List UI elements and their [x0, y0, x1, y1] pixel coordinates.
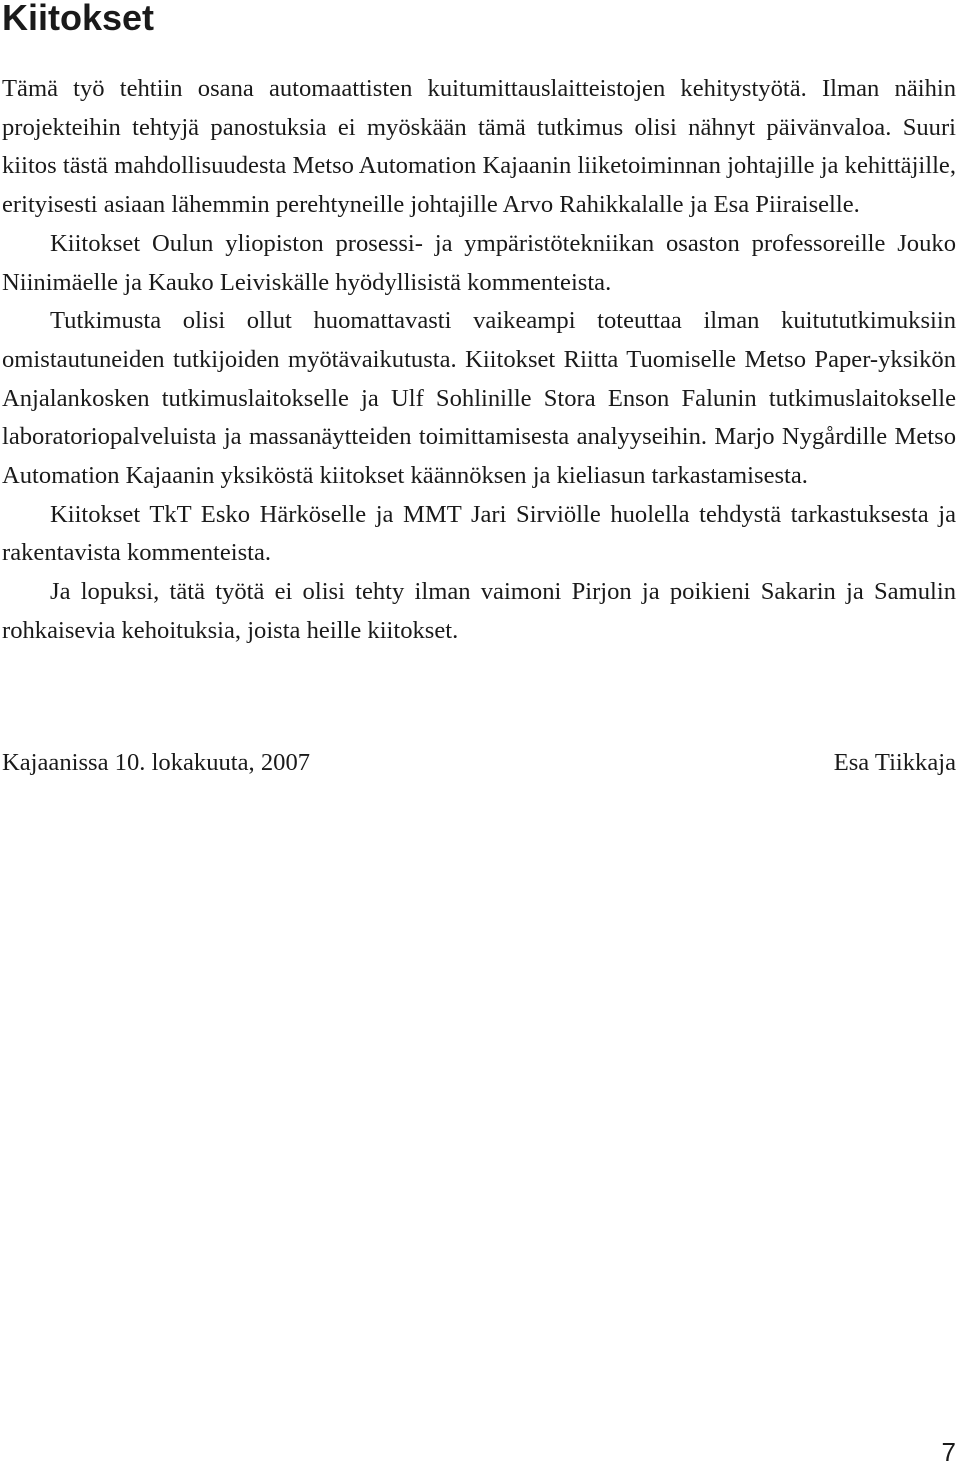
author-name: Esa Tiikkaja — [833, 749, 956, 776]
paragraph-4: Kiitokset TkT Esko Härköselle ja MMT Jari Sirviölle huolella tehdystä tarkastuksesta ja rakentavista kommenteista. — [2, 500, 956, 567]
paragraph-2: Kiitokset Oulun yliopiston prosessi- ja ympäristötekniikan osaston professoreille Jouko Niinimäelle ja Kauko Leiviskälle hyödyllisistä kommenteista. — [2, 229, 956, 296]
acknowledgements-body — [2, 70, 956, 651]
paragraph-3: Tutkimusta olisi ollut huomattavasti vaikeampi toteuttaa ilman kuitututkimuksiin omistautuneiden tutkijoiden myötävaikutusta. Kiitokset Riitta Tuomiselle Metso Paper-yksikön Anjalankosken tutkimuslaitokselle ja Ulf Sohlinille Stora Enson Falunin tutkimuslaitokselle laboratoriopalveluista ja massanäytteiden toimittamisesta analyyseihin. Marjo Nygårdille Metso Automation Kajaanin yksiköstä kiitokset käännöksen ja kieliasun tarkastamisesta. — [2, 307, 956, 490]
page-number: 7 — [941, 1437, 956, 1467]
paragraph-1: Tämä työ tehtiin osana automaattisten kuitumittauslaitteistojen kehitystyötä. Ilman näihin projekteihin tehtyjä panostuksia ei myöskään tämä tutkimus olisi nähnyt päivänvaloa. Suuri kiitos tästä mahdollisuudesta Metso Automation Kajaanin liiketoiminnan johtajille ja kehittäjille, erityisesti asiaan lähemmin perehtyneille johtajille Arvo Rahikkalalle ja Esa Piiraiselle. — [2, 75, 956, 219]
page-title: Kiitokset — [2, 0, 155, 38]
paragraph-5: Ja lopuksi, tätä työtä ei olisi tehty ilman vaimoni Pirjon ja poikieni Sakarin ja Samulin rohkaisevia kehoituksia, joista heille kiitokset. — [2, 578, 956, 644]
signature-line — [2, 744, 956, 783]
place-date: Kajaanissa 10. lokakuuta, 2007 — [2, 749, 311, 776]
